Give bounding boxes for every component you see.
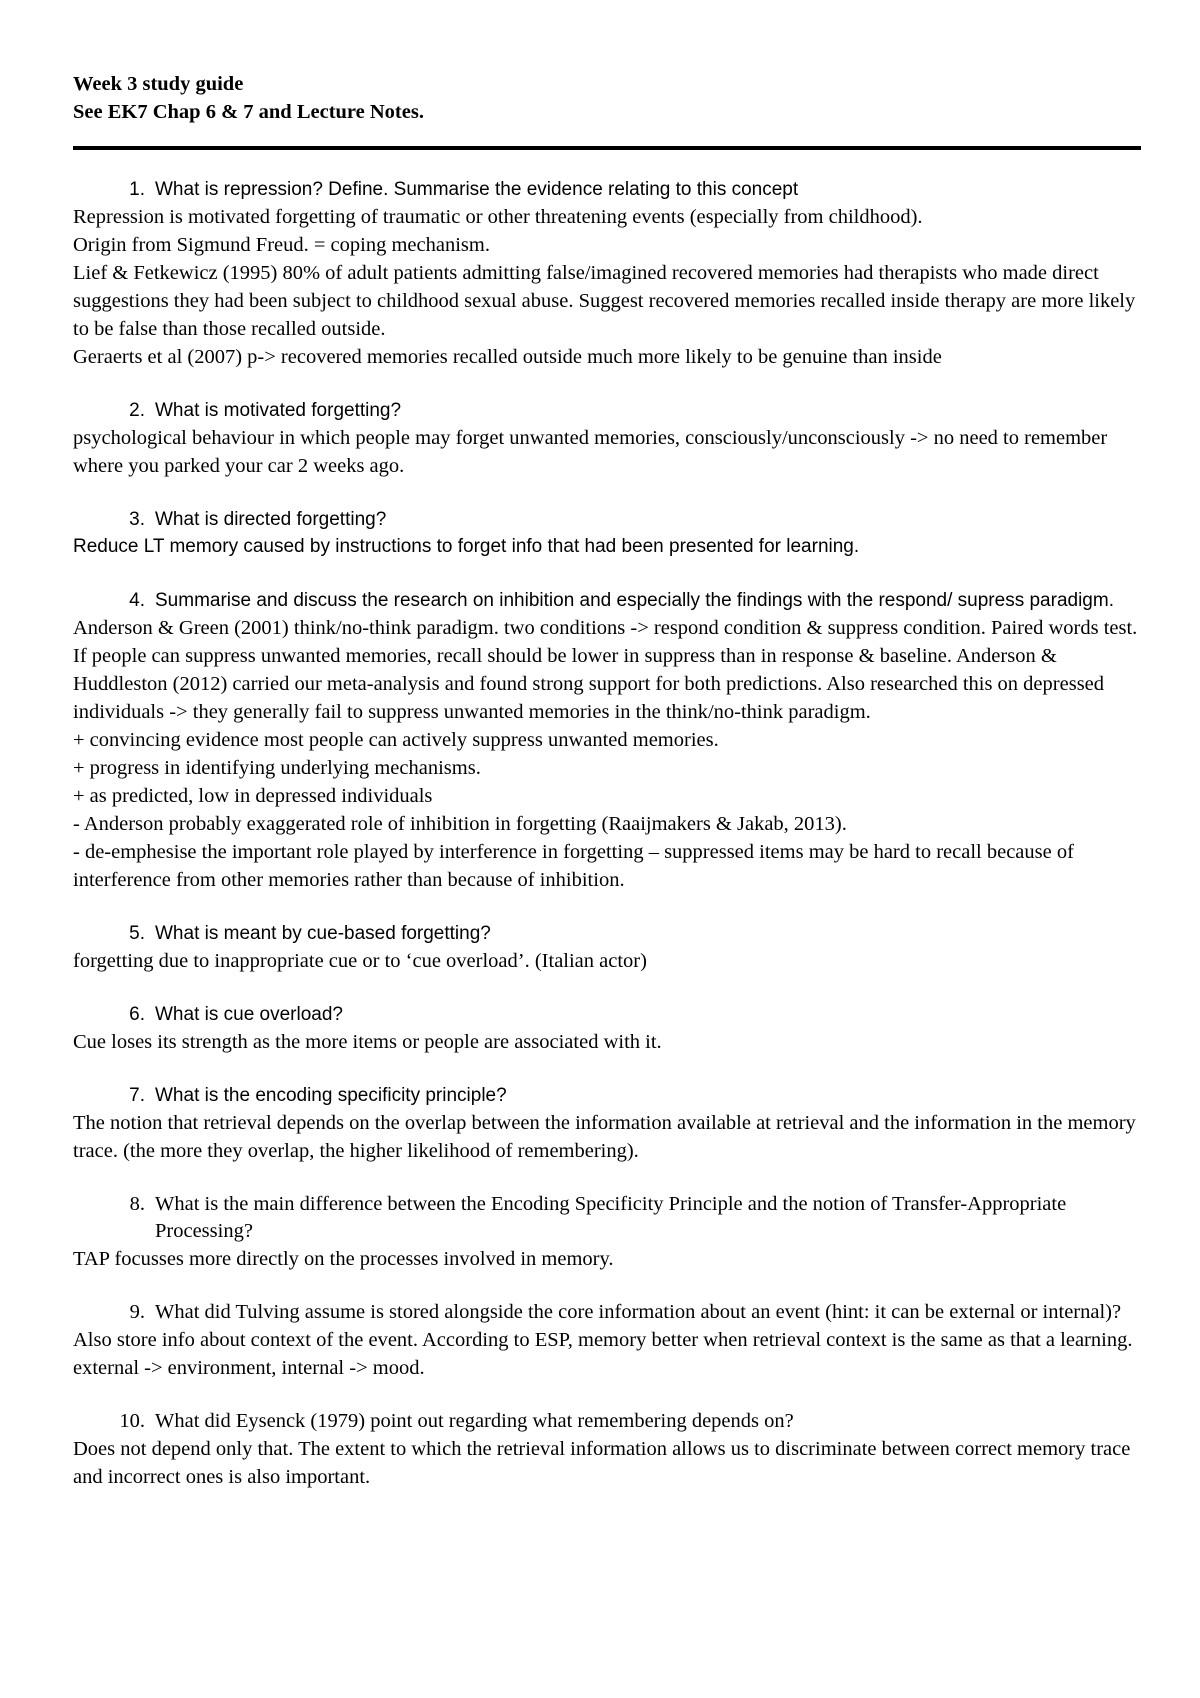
answer-line: psychological behaviour in which people may forget unwanted memories, consciously/unconsciously -> no need to remember where you parked your car 2 weeks ago. [73, 427, 1108, 477]
question-2 [73, 397, 1141, 424]
answer-line: + progress in identifying underlying mechanisms. [73, 757, 481, 779]
question-text: What is motivated forgetting? [155, 400, 402, 421]
document-page [73, 70, 1141, 1517]
question-block-2 [73, 397, 1141, 480]
question-8 [73, 1191, 1141, 1245]
answer-line: Cue loses its strength as the more items or people are associated with it. [73, 1031, 662, 1053]
question-block-6 [73, 1001, 1141, 1056]
question-block-4 [73, 587, 1141, 894]
question-number: 4. [129, 590, 145, 611]
question-10 [73, 1408, 1141, 1435]
question-block-7 [73, 1082, 1141, 1165]
question-block-10 [73, 1408, 1141, 1491]
question-block-9 [73, 1299, 1141, 1382]
answer-line: - Anderson probably exaggerated role of inhibition in forgetting (Raaijmakers & Jakab, 2013). [73, 813, 847, 835]
question-text: Summarise and discuss the research on inhibition and especially the findings with the respond/ supress paradigm. [155, 590, 1114, 611]
header-divider [73, 146, 1141, 150]
answer-line: Does not depend only that. The extent to which the retrieval information allows us to discriminate between correct memory trace and incorrect ones is also important. [73, 1438, 1131, 1488]
question-block-5 [73, 920, 1141, 975]
question-text: What did Tulving assume is stored alongside the core information about an event (hint: it can be external or internal)? [155, 1301, 1122, 1323]
question-5 [73, 920, 1141, 947]
question-text: What is repression? Define. Summarise the evidence relating to this concept [155, 179, 799, 200]
question-text: What did Eysenck (1979) point out regarding what remembering depends on? [155, 1410, 794, 1432]
question-9 [73, 1299, 1141, 1326]
answer-line: Lief & Fetkewicz (1995) 80% of adult patients admitting false/imagined recovered memories had therapists who made direct suggestions they had been subject to childhood sexual abuse. Suggest recovered memories recalled inside therapy are more likely to be false than those recalled outside. [73, 262, 1136, 340]
question-number: 10. [119, 1410, 145, 1432]
answer-line: Reduce LT memory caused by instructions to forget info that had been presented for learning. [73, 536, 860, 557]
answer-line: forgetting due to inappropriate cue or to ‘cue overload’. (Italian actor) [73, 950, 647, 972]
answer-line: + convincing evidence most people can actively suppress unwanted memories. [73, 729, 719, 751]
answer-line: Repression is motivated forgetting of traumatic or other threatening events (especially from childhood). [73, 206, 923, 228]
question-6 [73, 1001, 1141, 1028]
question-number: 6. [129, 1004, 145, 1025]
question-text: What is the encoding specificity principle? [155, 1085, 507, 1106]
question-7 [73, 1082, 1141, 1109]
question-number: 5. [129, 923, 145, 944]
question-text: What is meant by cue-based forgetting? [155, 923, 491, 944]
question-text: What is directed forgetting? [155, 509, 387, 530]
answer-line: Also store info about context of the event. According to ESP, memory better when retrieval context is the same as that a learning. external -> environment, internal -> mood. [73, 1329, 1133, 1379]
question-number: 7. [129, 1085, 145, 1106]
question-block-3 [73, 506, 1141, 561]
question-4 [73, 587, 1141, 614]
question-number: 9. [129, 1301, 145, 1323]
question-1 [73, 176, 1141, 203]
question-number: 2. [129, 400, 145, 421]
answer-line: TAP focusses more directly on the processes involved in memory. [73, 1248, 614, 1270]
question-text: What is cue overload? [155, 1004, 343, 1025]
question-number: 3. [129, 509, 145, 530]
question-3 [73, 506, 1141, 533]
question-number: 8. [129, 1193, 145, 1215]
question-block-8 [73, 1191, 1141, 1273]
document-title: Week 3 study guide [73, 73, 244, 95]
answer-line: - de-emphesise the important role played by interference in forgetting – suppressed items may be hard to recall because of interference from other memories rather than because of inhibition. [73, 841, 1074, 891]
document-subtitle: See EK7 Chap 6 & 7 and Lecture Notes. [73, 101, 424, 123]
question-number: 1. [129, 179, 145, 200]
answer-line: + as predicted, low in depressed individuals [73, 785, 433, 807]
answer-line: Origin from Sigmund Freud. = coping mechanism. [73, 234, 490, 256]
answer-line: Anderson & Green (2001) think/no-think paradigm. two conditions -> respond condition & suppress condition. Paired words test. If people can suppress unwanted memories, recall should be lower in suppress than in response & baseline. Anderson & Huddleston (2012) carried our meta-analysis and found strong support for both predictions. Also researched this on depressed individuals -> they generally fail to suppress unwanted memories in the think/no-think paradigm. [73, 617, 1138, 723]
question-block-1 [73, 176, 1141, 371]
answer-line: Geraerts et al (2007) p-> recovered memories recalled outside much more likely to be genuine than inside [73, 346, 942, 368]
question-text: What is the main difference between the Encoding Specificity Principle and the notion of Transfer-Appropriate Processing? [155, 1193, 1067, 1242]
answer-line: The notion that retrieval depends on the overlap between the information available at retrieval and the information in the memory trace. (the more they overlap, the higher likelihood of remembering). [73, 1112, 1136, 1162]
